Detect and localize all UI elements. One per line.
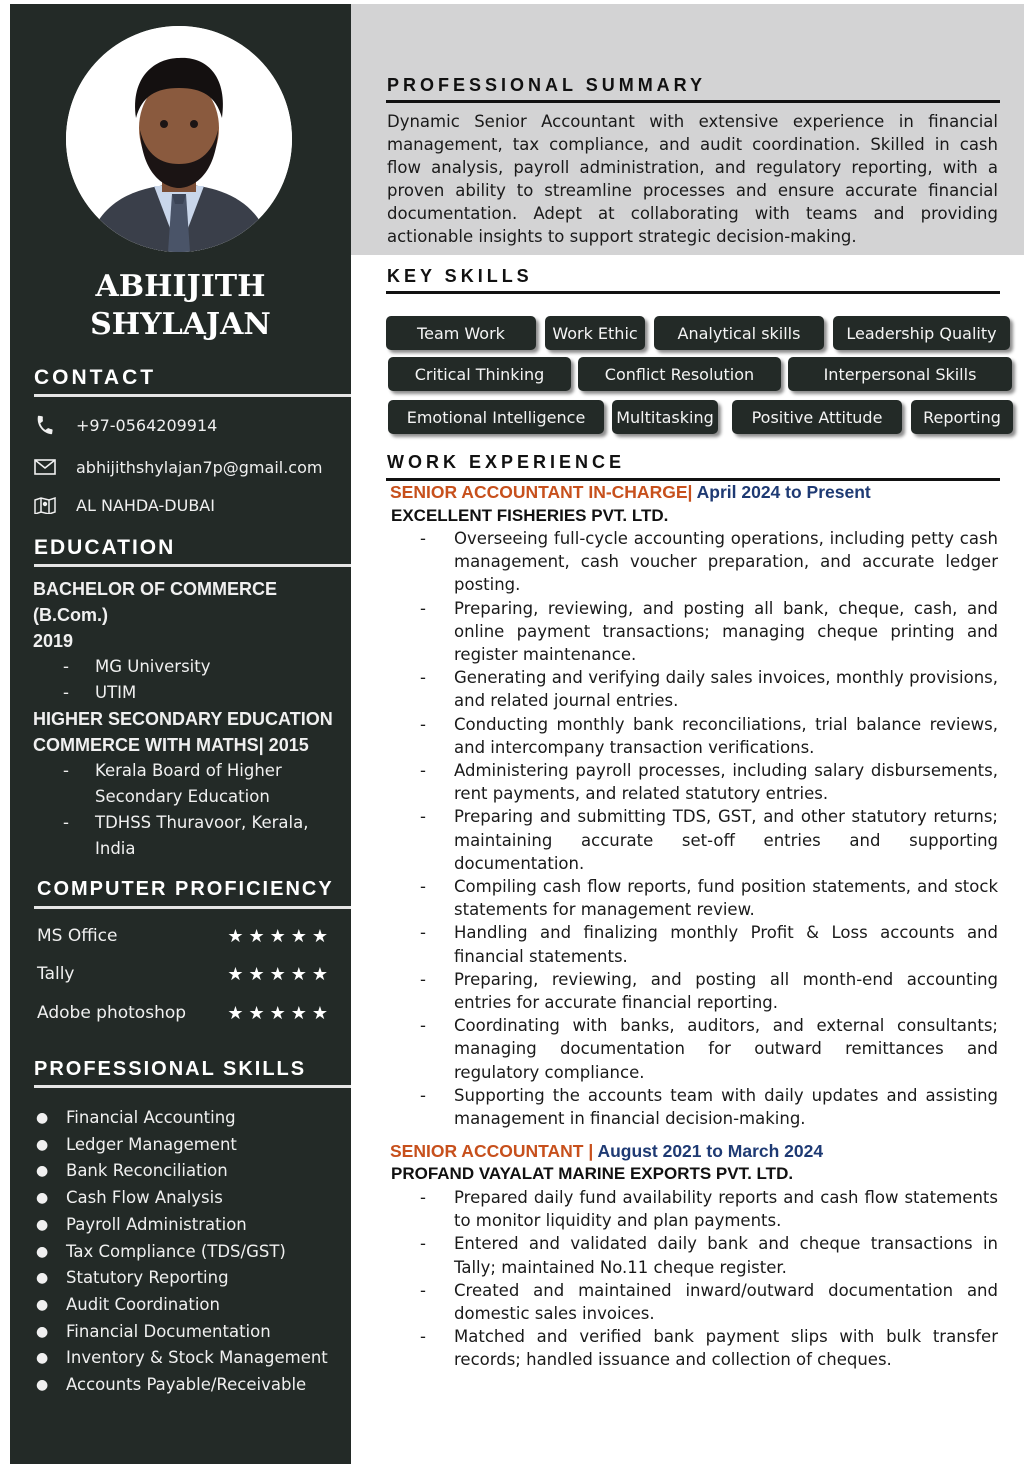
skill-chip: Multitasking — [612, 400, 718, 434]
list-item: - Coordinating with banks, auditors, and external consultants; managing documentation for outward remittances and regulatory compliance. — [420, 1016, 998, 1082]
contact-location-row — [34, 492, 215, 518]
list-item: ● Financial Accounting — [36, 1108, 236, 1127]
list-item: - Compiling cash flow reports, fund position statements, and stock statements for management review. — [420, 877, 998, 920]
degree1-item: - MG University — [63, 657, 211, 676]
work-heading: WORK EXPERIENCE — [387, 452, 626, 472]
job-responsibilities — [420, 527, 998, 1130]
list-item: ● Accounts Payable/Receivable — [36, 1375, 307, 1395]
degree2-subtitle: COMMERCE WITH MATHS| 2015 — [33, 735, 309, 755]
list-item: - Preparing and submitting TDS, GST, and other statutory returns; maintaining accurate set-off entries and supporting documentation. — [420, 807, 998, 873]
list-item: ● Inventory & Stock Management — [36, 1348, 328, 1368]
list-item: - Administering payroll processes, including salary disbursements, rent payments, and related statutory entries. — [420, 761, 998, 804]
list-item: - Prepared daily fund availability reports and cash flow statements to monitor liquidity and plan payments. — [420, 1188, 998, 1231]
skill-chip: Emotional Intelligence — [388, 400, 604, 434]
key-skills-divider — [386, 291, 1000, 294]
list-item: ● Cash Flow Analysis — [36, 1188, 223, 1208]
job-company: PROFAND VAYALAT MARINE EXPORTS PVT. LTD. — [391, 1164, 794, 1183]
job-company: EXCELLENT FISHERIES PVT. LTD. — [391, 506, 669, 525]
star-rating-icon: ★★★★★ — [227, 926, 333, 947]
list-item: ● Bank Reconciliation — [36, 1161, 228, 1181]
degree1-year: 2019 — [33, 631, 74, 651]
computer-divider — [34, 906, 351, 909]
summary-divider — [386, 100, 1000, 103]
professional-skills-list — [36, 1105, 328, 1399]
first-name: ABHIJITH — [95, 269, 266, 304]
education-divider — [34, 564, 351, 567]
skill-chip: Interpersonal Skills — [788, 357, 1012, 391]
last-name: SHYLAJAN — [90, 307, 271, 342]
computer-skill-row: MS Office ★★★★★ — [37, 926, 333, 947]
map-icon — [34, 496, 76, 514]
list-item: - Generating and verifying daily sales invoices, monthly provisions, and related journal entries. — [420, 668, 998, 711]
degree1-item: - UTIM — [63, 683, 137, 702]
list-item: ● Tax Compliance (TDS/GST) — [36, 1241, 286, 1261]
work-divider — [386, 478, 1000, 481]
summary-heading: PROFESSIONAL SUMMARY — [387, 75, 707, 95]
skill-chip: Work Ethic — [545, 316, 645, 350]
list-item: - Preparing, reviewing, and posting all month-end accounting entries for accurate financial reporting. — [420, 969, 998, 1013]
phone-icon — [34, 414, 76, 436]
education-heading: EDUCATION — [34, 536, 176, 559]
envelope-icon — [34, 459, 76, 475]
list-item: - Overseeing full-cycle accounting operations, including petty cash management, cash voucher preparation, and accurate ledger posting. — [420, 529, 998, 595]
skill-chip: Analytical skills — [654, 316, 824, 350]
list-item: ● Payroll Administration — [36, 1214, 247, 1234]
degree2-title: HIGHER SECONDARY EDUCATION — [33, 709, 333, 729]
list-item: ● Statutory Reporting — [36, 1268, 229, 1288]
list-item: - Preparing, reviewing, and posting all bank, cheque, cash, and online payment transactions; managing cheque printing and register maintenance. — [420, 598, 998, 665]
list-item: - Handling and finalizing monthly Profit & Loss accounts and financial statements. — [420, 923, 998, 966]
computer-skill-row: Adobe photoshop ★★★★★ — [37, 1003, 333, 1024]
skill-chip: Leadership Quality — [833, 316, 1010, 350]
degree1-title: BACHELOR OF COMMERCE (B.Com.) — [33, 579, 277, 625]
professional-skills-heading: PROFESSIONAL SKILLS — [34, 1058, 307, 1080]
star-rating-icon: ★★★★★ — [227, 964, 333, 985]
star-rating-icon: ★★★★★ — [227, 1003, 333, 1024]
professional-skills-divider — [34, 1085, 351, 1088]
skill-chip: Critical Thinking — [388, 357, 571, 391]
education-list — [33, 576, 351, 862]
contact-location: AL NAHDA-DUBAI — [76, 495, 215, 515]
skill-chip: Reporting — [911, 400, 1013, 434]
computer-heading: COMPUTER PROFICIENCY — [37, 878, 334, 900]
degree2-item: - Kerala Board of Higher Secondary Education — [63, 761, 282, 806]
list-item: - Created and maintained inward/outward documentation and domestic sales invoices. — [420, 1280, 998, 1324]
list-item: - Entered and validated daily bank and cheque transactions in Tally; maintained No.11 cheque register. — [420, 1234, 998, 1277]
degree2-item: - TDHSS Thuravoor, Kerala, India — [63, 813, 309, 858]
list-item: - Matched and verified bank payment slips with bulk transfer records; handled issuance and collection of cheques. — [420, 1327, 998, 1370]
list-item: ● Audit Coordination — [36, 1294, 220, 1314]
contact-email[interactable]: abhijithshylajan7p@gmail.com — [76, 457, 323, 477]
key-skills-heading: KEY SKILLS — [387, 266, 533, 286]
skill-chip: Conflict Resolution — [578, 357, 781, 391]
list-item: - Conducting monthly bank reconciliations, trial balance reviews, and intercompany transaction verifications. — [420, 714, 998, 757]
contact-email-row — [34, 454, 322, 480]
computer-skill-row: Tally ★★★★★ — [37, 964, 333, 985]
contact-heading: CONTACT — [34, 366, 157, 389]
skill-chip: Team Work — [386, 316, 536, 350]
contact-phone: +97-0564209914 — [76, 415, 218, 435]
sidebar — [10, 4, 351, 1464]
job-title: SENIOR ACCOUNTANT | August 2021 to March 2024 — [390, 1141, 824, 1161]
job-title: SENIOR ACCOUNTANT IN-CHARGE| April 2024 to Present — [390, 482, 871, 502]
contact-phone-row — [34, 412, 217, 438]
list-item: ● Financial Documentation — [36, 1321, 271, 1341]
job-responsibilities — [420, 1186, 998, 1372]
person-portrait-icon — [66, 26, 292, 252]
profile-photo — [66, 26, 292, 252]
list-item: ● Ledger Management — [36, 1134, 237, 1154]
skill-chip: Positive Attitude — [732, 400, 902, 434]
list-item: - Supporting the accounts team with daily updates and assisting management in financial decision-making. — [420, 1085, 998, 1129]
summary-text: Dynamic Senior Accountant with extensive experience in financial management, tax compliance, and audit coordination. Skilled in cash flow analysis, payroll administration, and regulatory reporting, with a proven ability to streamline processes and ensure accurate financial documentation. Adept at collaborating with teams and providing actionable insights to support strategic decision-making. — [387, 112, 998, 246]
contact-divider — [34, 394, 351, 397]
